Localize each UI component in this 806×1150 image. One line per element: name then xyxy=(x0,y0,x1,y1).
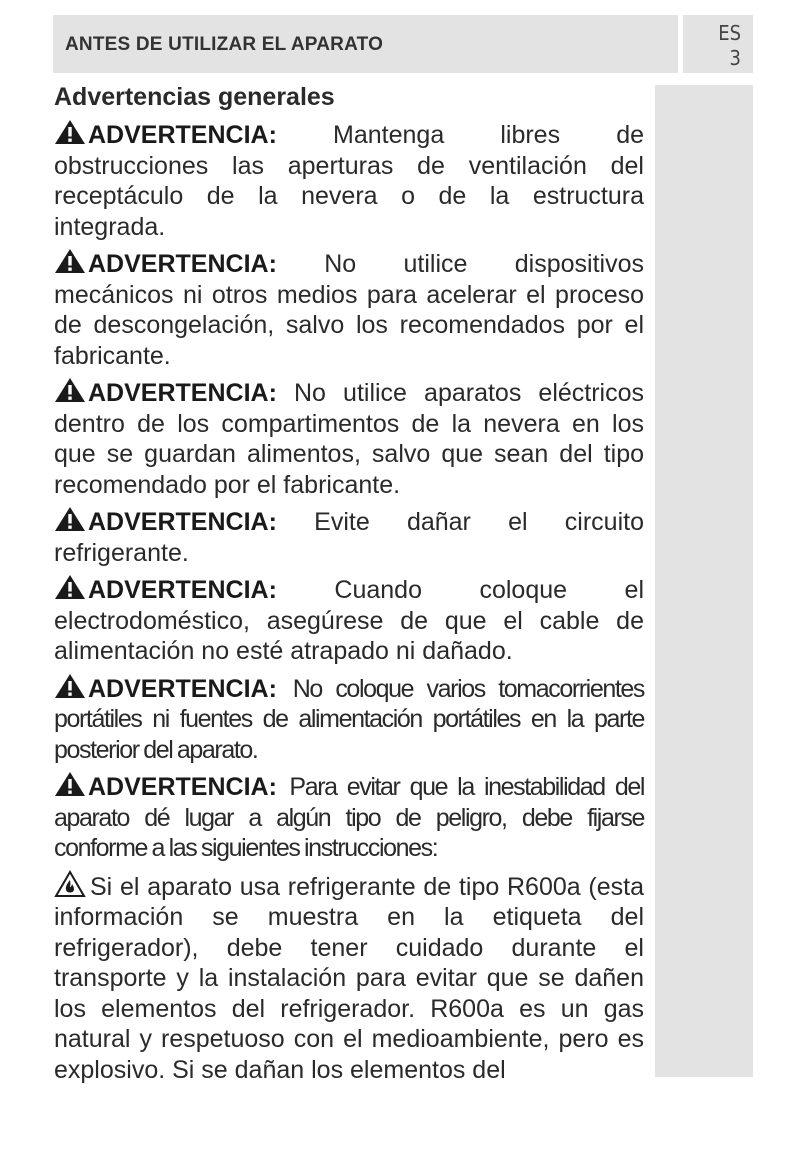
warning-label: ADVERTENCIA: xyxy=(88,121,277,149)
flammable-note xyxy=(54,870,644,1086)
warning-label: ADVERTENCIA: xyxy=(88,576,277,604)
warning-label: ADVERTENCIA: xyxy=(88,379,277,407)
warning-paragraph xyxy=(54,771,644,864)
warning-paragraph xyxy=(54,574,644,667)
header-bar xyxy=(53,15,678,73)
warning-text: No coloque varios tomacorrientes portátiles ni fuentes de alimentación portátiles en la parte posterior del aparato. xyxy=(54,674,644,764)
warning-paragraph xyxy=(54,673,644,766)
content xyxy=(54,80,644,1091)
warning-triangle-icon xyxy=(54,771,86,797)
header-title: ANTES DE UTILIZAR EL APARATO xyxy=(65,34,384,55)
warning-triangle-icon xyxy=(54,673,86,699)
section-title: Advertencias generales xyxy=(54,83,335,111)
warning-triangle-icon xyxy=(54,377,86,403)
warning-label: ADVERTENCIA: xyxy=(88,674,277,703)
page-number: 3 xyxy=(729,46,741,70)
page-indicator xyxy=(683,15,753,73)
flammable-warning-icon xyxy=(54,870,86,898)
warning-paragraph xyxy=(54,119,644,242)
warning-paragraph xyxy=(54,506,644,568)
warning-paragraph xyxy=(54,248,644,371)
warning-text: Evite dañar el circuito refrigerante. xyxy=(54,508,644,567)
warning-label: ADVERTENCIA: xyxy=(88,508,277,536)
warning-label: ADVERTENCIA: xyxy=(88,250,277,278)
warning-text: Cuando coloque el electrodoméstico, asegúrese de que el cable de alimentación no esté atrapado ni dañado. xyxy=(54,576,644,665)
warning-triangle-icon xyxy=(54,506,86,532)
warning-paragraph xyxy=(54,377,644,500)
warning-label: ADVERTENCIA: xyxy=(88,773,277,801)
warning-triangle-icon xyxy=(54,574,86,600)
warning-text: Mantenga libres de obstrucciones las aperturas de ventilación del receptáculo de la nevera o de la estructura integrada. xyxy=(54,121,644,241)
side-column xyxy=(655,85,753,1077)
page-language: ES xyxy=(718,21,741,45)
flammable-note-text: Si el aparato usa refrigerante de tipo R600a (esta información se muestra en la etiqueta del refrigerador), debe tener cuidado durante el transporte y la instalación para evitar que se dañen los elementos del refrigerador. R600a es un gas natural y respetuoso con el medioambiente, pero es explosivo. Si se dañan los elementos del xyxy=(54,872,644,1084)
warning-text: No utilice aparatos eléctricos dentro de los compartimentos de la nevera en los que se guardan alimentos, salvo que sean del tipo recomendado por el fabricante. xyxy=(54,379,645,499)
warning-triangle-icon xyxy=(54,119,86,145)
warning-text: No utilice dispositivos mecánicos ni otros medios para acelerar el proceso de descongelación, salvo los recomendados por el fabricante. xyxy=(54,250,644,370)
warning-triangle-icon xyxy=(54,248,86,274)
warning-text: Para evitar que la inestabilidad del aparato dé lugar a algún tipo de peligro, debe fijarse conforme a las siguientes instrucciones: xyxy=(54,773,644,862)
